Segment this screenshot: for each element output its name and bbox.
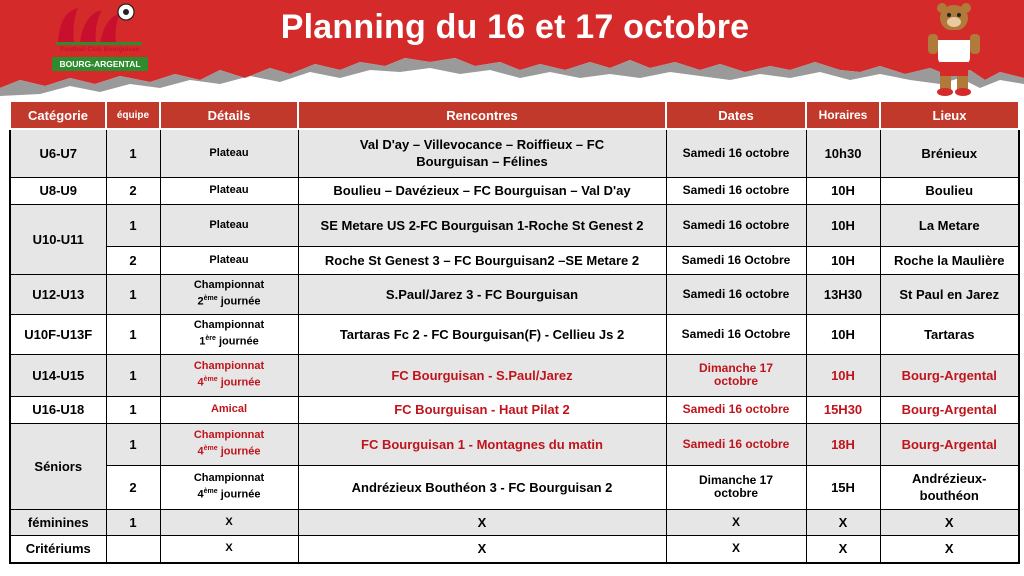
details-type: Championnat — [193, 279, 265, 292]
details-round-label: journée — [217, 376, 261, 389]
details-round-number: 4 — [197, 488, 204, 501]
cell-time: 10H — [806, 354, 880, 396]
cell-match: FC Bourguisan - S.Paul/Jarez — [298, 354, 666, 396]
cell-team: 1 — [106, 129, 160, 177]
cell-venue: Bourg-Argental — [880, 354, 1019, 396]
cell-details: Amical — [160, 396, 298, 423]
cell-category: Critériums — [10, 535, 106, 563]
page-title: Planning du 16 et 17 octobre — [280, 8, 750, 46]
cell-match: X — [298, 535, 666, 563]
cell-date: Samedi 16 octobre — [666, 177, 806, 204]
header-lieux: Lieux — [880, 101, 1019, 129]
cell-venue: Bourg-Argental — [880, 396, 1019, 423]
schedule-table — [9, 100, 1020, 564]
details-type: Championnat — [193, 360, 265, 373]
cell-date: Samedi 16 octobre — [666, 396, 806, 423]
cell-details: X — [160, 535, 298, 563]
cell-match: SE Metare US 2-FC Bourguisan 1-Roche St Genest 2 — [298, 204, 666, 246]
cell-match: Boulieu – Davézieux – FC Bourguisan – Val D'ay — [298, 177, 666, 204]
cell-details: Plateau — [160, 177, 298, 204]
table-row — [10, 465, 1019, 509]
header-categorie: Catégorie — [10, 101, 106, 129]
cell-time: 10H — [806, 246, 880, 274]
cell-time: 10H — [806, 177, 880, 204]
cell-category: U6-U7 — [10, 129, 106, 177]
table-row — [10, 535, 1019, 563]
header-dates: Dates — [666, 101, 806, 129]
cell-date: Samedi 16 octobre — [666, 274, 806, 314]
cell-venue: Bourg-Argental — [880, 423, 1019, 465]
cell-category: U12-U13 — [10, 274, 106, 314]
table-row — [10, 509, 1019, 535]
cell-category: U14-U15 — [10, 354, 106, 396]
details-round-label: journée — [217, 295, 261, 308]
header-rencontres: Rencontres — [298, 101, 666, 129]
details-round-suffix: ème — [203, 445, 218, 453]
cell-time: 10h30 — [806, 129, 880, 177]
header-equipe: équipe — [106, 101, 160, 129]
details-type: Championnat — [193, 319, 265, 332]
cell-venue: X — [880, 535, 1019, 563]
cell-match: Andrézieux Bouthéon 3 - FC Bourguisan 2 — [298, 465, 666, 509]
table-row — [10, 354, 1019, 396]
cell-venue: Boulieu — [880, 177, 1019, 204]
cell-date: Dimanche 17 octobre — [666, 354, 806, 396]
cell-details — [160, 274, 298, 314]
details-type: Championnat — [193, 472, 265, 485]
table-row — [10, 246, 1019, 274]
details-round-number: 2 — [197, 295, 204, 308]
cell-team: 1 — [106, 509, 160, 535]
cell-date: Samedi 16 octobre — [666, 129, 806, 177]
cell-category: U10F-U13F — [10, 314, 106, 354]
cell-venue: X — [880, 509, 1019, 535]
cell-category: Séniors — [10, 423, 106, 509]
cell-details: X — [160, 509, 298, 535]
details-round-number: 1 — [199, 335, 206, 348]
logo-town-name: BOURG-ARGENTAL — [52, 57, 148, 71]
cell-time: X — [806, 509, 880, 535]
cell-details — [160, 423, 298, 465]
cell-match: FC Bourguisan - Haut Pilat 2 — [298, 396, 666, 423]
cell-details — [160, 354, 298, 396]
cell-venue: La Metare — [880, 204, 1019, 246]
mascot-icon — [924, 0, 984, 96]
cell-date: Samedi 16 Octobre — [666, 246, 806, 274]
cell-venue: St Paul en Jarez — [880, 274, 1019, 314]
cell-date: X — [666, 509, 806, 535]
details-round-label: journée — [217, 488, 261, 501]
cell-team: 2 — [106, 465, 160, 509]
table-row — [10, 177, 1019, 204]
cell-category: U8-U9 — [10, 177, 106, 204]
cell-details — [160, 465, 298, 509]
cell-details: Plateau — [160, 246, 298, 274]
table-header-row — [10, 101, 1019, 129]
cell-team: 1 — [106, 396, 160, 423]
cell-team: 1 — [106, 314, 160, 354]
cell-details: Plateau — [160, 204, 298, 246]
cell-team: 2 — [106, 177, 160, 204]
table-row — [10, 129, 1019, 177]
cell-time: 18H — [806, 423, 880, 465]
cell-category: U10-U11 — [10, 204, 106, 274]
cell-team: 1 — [106, 204, 160, 246]
cell-category: U16-U18 — [10, 396, 106, 423]
cell-match: FC Bourguisan 1 - Montagnes du matin — [298, 423, 666, 465]
cell-match: S.Paul/Jarez 3 - FC Bourguisan — [298, 274, 666, 314]
details-round-suffix: ème — [203, 376, 218, 384]
club-logo — [50, 2, 150, 74]
cell-date: Samedi 16 Octobre — [666, 314, 806, 354]
details-type: Championnat — [193, 429, 265, 442]
table-row — [10, 396, 1019, 423]
table-row — [10, 274, 1019, 314]
cell-details: Plateau — [160, 129, 298, 177]
cell-team — [106, 535, 160, 563]
table-row — [10, 423, 1019, 465]
cell-match: Val D'ay – Villevocance – Roiffieux – FC Bourguisan – Félines — [298, 129, 666, 177]
logo-emblem-icon — [50, 2, 150, 46]
cell-date: X — [666, 535, 806, 563]
cell-date: Samedi 16 octobre — [666, 204, 806, 246]
cell-venue: Brénieux — [880, 129, 1019, 177]
cell-date: Dimanche 17 octobre — [666, 465, 806, 509]
cell-category: féminines — [10, 509, 106, 535]
cell-time: 10H — [806, 314, 880, 354]
logo-club-name: Football Club Bourguisan — [60, 46, 140, 53]
cell-venue: Tartaras — [880, 314, 1019, 354]
cell-team: 1 — [106, 354, 160, 396]
cell-team: 2 — [106, 246, 160, 274]
header-horaires: Horaires — [806, 101, 880, 129]
cell-details — [160, 314, 298, 354]
details-round-label: journée — [217, 445, 261, 458]
details-round-suffix: ème — [203, 295, 218, 303]
details-round-number: 4 — [197, 445, 204, 458]
header-details: Détails — [160, 101, 298, 129]
cell-time: 13H30 — [806, 274, 880, 314]
cell-time: 15H30 — [806, 396, 880, 423]
details-round-suffix: ère — [205, 335, 216, 343]
details-round-suffix: ème — [203, 488, 218, 496]
cell-match: X — [298, 509, 666, 535]
table-row — [10, 314, 1019, 354]
cell-match: Roche St Genest 3 – FC Bourguisan2 –SE Metare 2 — [298, 246, 666, 274]
cell-time: X — [806, 535, 880, 563]
cell-date: Samedi 16 octobre — [666, 423, 806, 465]
cell-team: 1 — [106, 423, 160, 465]
details-round-label: journée — [215, 335, 259, 348]
cell-venue: Andrézieux-bouthéon — [880, 465, 1019, 509]
cell-venue: Roche la Maulière — [880, 246, 1019, 274]
cell-team: 1 — [106, 274, 160, 314]
details-round-number: 4 — [197, 376, 204, 389]
table-row — [10, 204, 1019, 246]
cell-time: 15H — [806, 465, 880, 509]
cell-match: Tartaras Fc 2 - FC Bourguisan(F) - Cellieu Js 2 — [298, 314, 666, 354]
cell-time: 10H — [806, 204, 880, 246]
